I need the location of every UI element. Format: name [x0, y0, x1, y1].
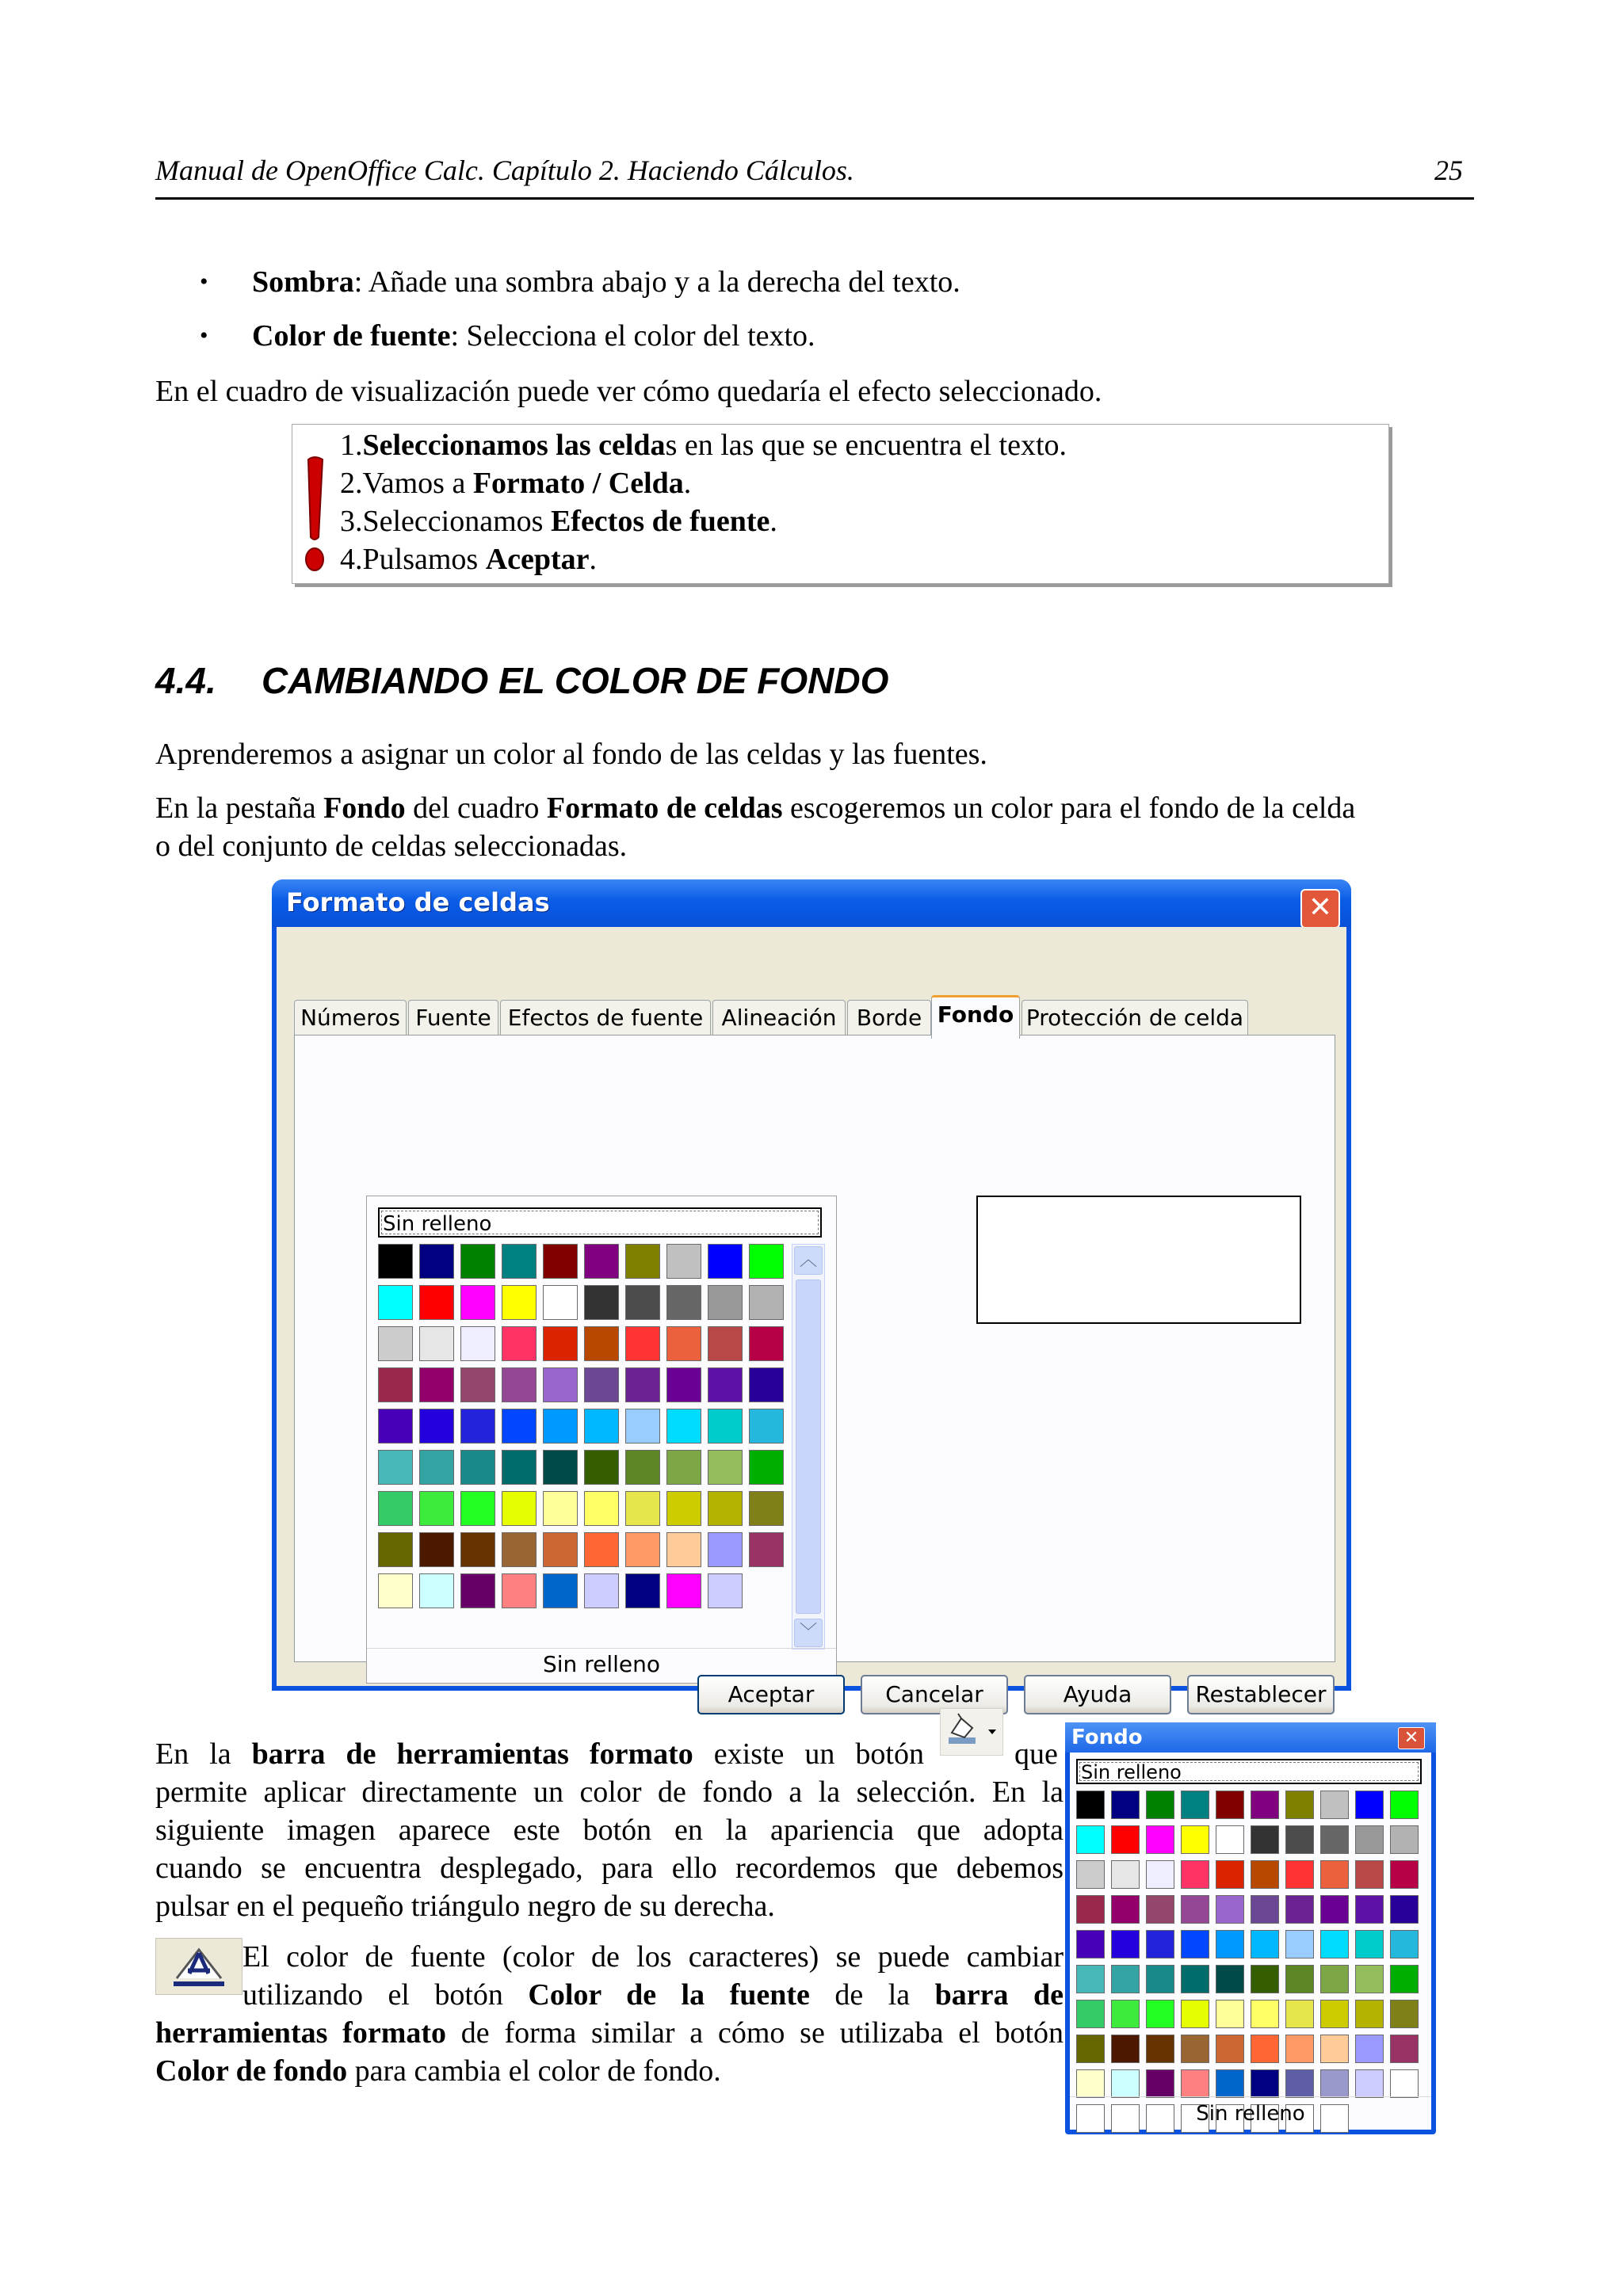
color-swatch[interactable]	[625, 1450, 660, 1485]
popup-titlebar[interactable]	[1065, 1722, 1436, 1753]
color-swatch[interactable]	[1285, 2000, 1314, 2028]
color-swatch[interactable]	[749, 1244, 784, 1279]
color-swatch[interactable]	[460, 1409, 495, 1444]
color-swatch[interactable]	[708, 1285, 743, 1320]
color-swatch[interactable]	[625, 1244, 660, 1279]
color-swatch[interactable]	[1390, 1895, 1419, 1924]
color-swatch[interactable]	[708, 1450, 743, 1485]
color-swatch[interactable]	[1390, 1860, 1419, 1889]
step-text: 4.Pulsamos	[340, 543, 486, 576]
color-swatch[interactable]	[502, 1326, 537, 1361]
color-swatch[interactable]	[502, 1409, 537, 1444]
paragraph: Aprenderemos a asignar un color al fondo de las celdas y las fuentes.	[155, 738, 987, 771]
color-swatch[interactable]	[378, 1409, 413, 1444]
selected-color-label: Sin relleno	[367, 1648, 836, 1680]
color-swatch[interactable]	[749, 1450, 784, 1485]
section-heading	[155, 659, 888, 702]
color-swatch[interactable]	[460, 1285, 495, 1320]
bullet-text: : Selecciona el color del texto.	[450, 319, 815, 353]
background-color-popup	[1065, 1722, 1436, 2134]
color-swatch[interactable]	[1181, 2069, 1209, 2098]
dialog-titlebar[interactable]	[272, 879, 1351, 927]
color-swatch[interactable]	[584, 1450, 619, 1485]
color-swatch[interactable]	[419, 1244, 454, 1279]
color-swatch[interactable]	[708, 1326, 743, 1361]
color-swatch[interactable]	[1146, 1965, 1174, 1993]
color-swatch[interactable]	[1076, 1791, 1105, 1819]
color-swatch[interactable]	[1320, 1825, 1349, 1854]
color-swatch[interactable]	[1320, 1860, 1349, 1889]
tab-proteccion-de-celda[interactable]: Protección de celda	[1022, 1000, 1248, 1035]
step-bold: Efectos de fuente	[550, 505, 770, 538]
color-swatch[interactable]	[1181, 2000, 1209, 2028]
color-swatch[interactable]	[378, 1244, 413, 1279]
color-swatch[interactable]	[1216, 1965, 1244, 1993]
color-swatch[interactable]	[502, 1285, 537, 1320]
paragraph: El color de fuente (color de los caracteres) se puede cambiar utilizando el botón Color de la fuente de la barra de herramientas formato de forma similar a cómo se utilizaba el botón Color de fondo para cambia el color de fondo.	[155, 1940, 1064, 2088]
color-swatch[interactable]	[1285, 1825, 1314, 1854]
color-swatch[interactable]	[1285, 2069, 1314, 2098]
scroll-down-icon[interactable]: ﹀	[794, 1619, 823, 1647]
step-text: .	[769, 505, 777, 538]
color-swatch[interactable]	[749, 1326, 784, 1361]
color-swatch[interactable]	[1076, 2035, 1105, 2063]
intro-line: En el cuadro de visualización puede ver cómo quedaría el efecto seleccionado.	[155, 375, 1102, 408]
color-swatch[interactable]	[460, 1532, 495, 1567]
color-swatch[interactable]	[502, 1573, 537, 1608]
color-swatch[interactable]	[749, 1532, 784, 1567]
color-swatch[interactable]	[460, 1450, 495, 1485]
color-swatch[interactable]	[625, 1573, 660, 1608]
color-swatch[interactable]	[543, 1285, 578, 1320]
color-swatch[interactable]	[502, 1244, 537, 1279]
color-swatch[interactable]	[419, 1491, 454, 1526]
color-swatch[interactable]	[419, 1450, 454, 1485]
color-swatch[interactable]	[1111, 1860, 1140, 1889]
color-swatch[interactable]	[1181, 1965, 1209, 1993]
color-swatch[interactable]	[666, 1244, 701, 1279]
color-swatch[interactable]	[378, 1285, 413, 1320]
dialog-body	[277, 927, 1346, 1707]
tab-panel-fondo	[294, 1035, 1335, 1677]
color-swatch[interactable]	[502, 1532, 537, 1567]
color-swatch[interactable]	[584, 1491, 619, 1526]
bullet-dot: •	[200, 322, 208, 349]
color-swatch[interactable]	[1181, 1791, 1209, 1819]
color-swatch[interactable]	[378, 1326, 413, 1361]
color-swatch[interactable]	[1076, 1825, 1105, 1854]
color-swatch[interactable]	[1216, 1930, 1244, 1958]
step-bold: Aceptar	[485, 543, 590, 576]
step-text: 3.Seleccionamos	[340, 505, 551, 538]
color-swatch[interactable]	[1216, 2035, 1244, 2063]
color-swatch[interactable]	[460, 1326, 495, 1361]
color-swatch[interactable]	[1181, 1860, 1209, 1889]
color-swatch[interactable]	[1390, 1930, 1419, 1958]
color-swatch[interactable]	[708, 1244, 743, 1279]
color-palette	[366, 1196, 837, 1684]
header-rule	[155, 197, 1474, 200]
step-text: .	[683, 467, 692, 500]
color-swatch[interactable]	[666, 1573, 701, 1608]
color-swatch[interactable]	[1111, 1930, 1140, 1958]
bullet-item	[200, 317, 815, 355]
step-text: s en las que se encuentra el texto.	[665, 429, 1067, 462]
color-swatch[interactable]	[1390, 1825, 1419, 1854]
color-swatch[interactable]	[1251, 1930, 1279, 1958]
color-swatch[interactable]	[1111, 1965, 1140, 1993]
tab-numeros[interactable]: Números	[294, 1000, 407, 1035]
tab-fondo[interactable]: Fondo	[931, 995, 1020, 1039]
color-swatch-grid	[378, 1244, 790, 1648]
color-swatch[interactable]	[1146, 1895, 1174, 1924]
color-swatch[interactable]	[1076, 1965, 1105, 1993]
color-swatch[interactable]	[1181, 1825, 1209, 1854]
color-swatch[interactable]	[1111, 2035, 1140, 2063]
color-swatch[interactable]	[1355, 1825, 1384, 1854]
color-swatch[interactable]	[625, 1491, 660, 1526]
exclamation-icon	[304, 455, 326, 574]
section-number: 4.4.	[155, 660, 216, 701]
color-swatch[interactable]	[1216, 2000, 1244, 2028]
color-swatch[interactable]	[1285, 1791, 1314, 1819]
note-step-3	[340, 502, 777, 540]
color-swatch[interactable]	[1076, 1860, 1105, 1889]
color-swatch[interactable]	[1111, 1825, 1140, 1854]
color-swatch[interactable]	[543, 1573, 578, 1608]
popup-body	[1070, 1753, 1431, 2130]
color-swatch[interactable]	[625, 1326, 660, 1361]
color-swatch[interactable]	[1320, 1895, 1349, 1924]
section-title: CAMBIANDO EL COLOR DE FONDO	[262, 660, 889, 701]
color-swatch[interactable]	[419, 1326, 454, 1361]
color-swatch[interactable]	[543, 1450, 578, 1485]
color-swatch[interactable]	[1390, 2000, 1419, 2028]
color-swatch[interactable]	[1076, 2069, 1105, 2098]
help-button[interactable]: Ayuda	[1024, 1675, 1171, 1714]
color-swatch[interactable]	[1285, 1930, 1314, 1958]
palette-scrollbar[interactable]	[792, 1244, 825, 1650]
color-swatch[interactable]	[419, 1285, 454, 1320]
tab-alineacion[interactable]: Alineación	[712, 1000, 846, 1035]
color-swatch[interactable]	[584, 1326, 619, 1361]
color-swatch[interactable]	[378, 1573, 413, 1608]
color-swatch[interactable]	[378, 1532, 413, 1567]
color-swatch[interactable]	[1216, 1825, 1244, 1854]
color-swatch[interactable]	[1320, 2035, 1349, 2063]
color-swatch[interactable]	[460, 1244, 495, 1279]
color-swatch[interactable]	[1146, 2000, 1174, 2028]
color-swatch[interactable]	[502, 1491, 537, 1526]
color-swatch[interactable]	[1355, 1791, 1384, 1819]
color-swatch[interactable]	[1320, 2069, 1349, 2098]
color-swatch[interactable]	[1390, 1791, 1419, 1819]
note-step-4	[340, 540, 597, 578]
paragraph: En la pestaña Fondo del cuadro Formato de celdas escogeremos un color para el fondo de la celda o del conjunto de celdas seleccionadas.	[155, 791, 1356, 863]
color-swatch[interactable]	[584, 1532, 619, 1567]
color-swatch[interactable]	[625, 1285, 660, 1320]
color-swatch[interactable]	[1146, 1825, 1174, 1854]
popup-title: Fondo	[1071, 1726, 1143, 1749]
color-swatch[interactable]	[419, 1573, 454, 1608]
color-swatch[interactable]	[749, 1367, 784, 1402]
color-swatch[interactable]	[584, 1244, 619, 1279]
close-icon[interactable]: ✕	[1398, 1727, 1425, 1749]
no-fill-option[interactable]: Sin relleno	[1076, 1759, 1422, 1784]
format-cells-dialog	[272, 879, 1351, 1707]
color-swatch[interactable]	[1251, 1825, 1279, 1854]
color-swatch[interactable]	[625, 1532, 660, 1567]
color-swatch[interactable]	[749, 1491, 784, 1526]
header-title: Manual de OpenOffice Calc. Capítulo 2. Haciendo Cálculos.	[155, 154, 854, 186]
color-swatch[interactable]	[1251, 2000, 1279, 2028]
color-swatch[interactable]	[1076, 1930, 1105, 1958]
color-swatch[interactable]	[543, 1532, 578, 1567]
bullet-term: Color de fuente	[252, 319, 451, 353]
color-swatch[interactable]	[1076, 1895, 1105, 1924]
color-swatch[interactable]	[460, 1367, 495, 1402]
step-bold: Formato / Celda	[472, 467, 684, 500]
color-swatch[interactable]	[1251, 2069, 1279, 2098]
step-text: .	[589, 543, 598, 576]
color-swatch[interactable]	[1111, 1895, 1140, 1924]
dialog-title: Formato de celdas	[286, 887, 550, 917]
color-swatch[interactable]	[1355, 2000, 1384, 2028]
color-swatch[interactable]	[1251, 1860, 1279, 1889]
color-swatch-grid	[1076, 1791, 1425, 2092]
color-swatch[interactable]	[666, 1285, 701, 1320]
color-swatch[interactable]	[1146, 1791, 1174, 1819]
color-swatch[interactable]	[584, 1573, 619, 1608]
color-swatch[interactable]	[666, 1450, 701, 1485]
color-swatch[interactable]	[543, 1367, 578, 1402]
note-step-2	[340, 464, 691, 502]
color-swatch[interactable]	[1181, 1895, 1209, 1924]
note-box	[292, 424, 1389, 584]
bullet-term: Sombra	[252, 265, 354, 299]
color-swatch[interactable]	[708, 1491, 743, 1526]
color-swatch[interactable]	[1146, 2035, 1174, 2063]
color-swatch[interactable]	[708, 1573, 743, 1608]
color-swatch[interactable]	[1251, 1965, 1279, 1993]
color-swatch[interactable]	[1216, 1791, 1244, 1819]
color-swatch[interactable]	[543, 1409, 578, 1444]
color-swatch[interactable]	[378, 1450, 413, 1485]
bullet-dot: •	[200, 269, 208, 295]
color-swatch[interactable]	[543, 1326, 578, 1361]
reset-button[interactable]: Restablecer	[1187, 1675, 1335, 1714]
color-swatch[interactable]	[1320, 1930, 1349, 1958]
color-swatch[interactable]	[1285, 1895, 1314, 1924]
color-swatch[interactable]	[708, 1532, 743, 1567]
color-swatch[interactable]	[708, 1367, 743, 1402]
color-swatch[interactable]	[584, 1285, 619, 1320]
preview-box	[976, 1196, 1301, 1324]
step-bold: Seleccionamos las celda	[362, 429, 666, 462]
color-swatch[interactable]	[1390, 2035, 1419, 2063]
color-swatch[interactable]	[378, 1491, 413, 1526]
color-swatch[interactable]	[1111, 2069, 1140, 2098]
color-swatch[interactable]	[1320, 2000, 1349, 2028]
color-swatch[interactable]	[1355, 1895, 1384, 1924]
color-swatch[interactable]	[419, 1367, 454, 1402]
color-swatch[interactable]	[460, 1573, 495, 1608]
step-number: 1.	[340, 429, 363, 462]
scroll-up-icon[interactable]: ︿	[794, 1246, 823, 1275]
color-swatch[interactable]	[708, 1409, 743, 1444]
color-swatch[interactable]	[502, 1450, 537, 1485]
color-swatch[interactable]	[1390, 2069, 1419, 2098]
tab-fuente[interactable]: Fuente	[408, 1000, 498, 1035]
color-swatch[interactable]	[666, 1409, 701, 1444]
color-swatch[interactable]	[1251, 2035, 1279, 2063]
color-swatch[interactable]	[666, 1491, 701, 1526]
color-swatch[interactable]	[1355, 1930, 1384, 1958]
cancel-button[interactable]: Cancelar	[861, 1675, 1008, 1714]
color-swatch[interactable]	[584, 1409, 619, 1444]
color-swatch[interactable]	[584, 1367, 619, 1402]
step-text: 2.Vamos a	[340, 467, 473, 500]
color-swatch[interactable]	[666, 1367, 701, 1402]
color-swatch[interactable]	[1355, 2035, 1384, 2063]
color-swatch[interactable]	[1320, 1791, 1349, 1819]
bullet-text: : Añade una sombra abajo y a la derecha del texto.	[353, 265, 960, 299]
color-swatch[interactable]	[460, 1491, 495, 1526]
note-step-1	[340, 426, 1067, 464]
paragraph: En la barra de herramientas formato existe un botón que permite aplicar directamente un color de fondo a la selección. En la siguiente imagen aparece este botón en la apariencia que adopta cuando se encuentra desplegado, para ello recordemos que debemos pulsar en el pequeño triángulo negro de su derecha.	[155, 1737, 1064, 1923]
color-swatch[interactable]	[1355, 2069, 1384, 2098]
color-swatch[interactable]	[1146, 1860, 1174, 1889]
no-fill-option[interactable]: Sin relleno	[378, 1207, 822, 1238]
color-swatch[interactable]	[1076, 2000, 1105, 2028]
color-swatch[interactable]	[1285, 2035, 1314, 2063]
color-swatch[interactable]	[502, 1367, 537, 1402]
color-swatch[interactable]	[1355, 1860, 1384, 1889]
color-swatch[interactable]	[1320, 1965, 1349, 1993]
color-swatch[interactable]	[1111, 1791, 1140, 1819]
color-swatch[interactable]	[1146, 2069, 1174, 2098]
color-swatch[interactable]	[1355, 1965, 1384, 1993]
color-swatch[interactable]	[625, 1367, 660, 1402]
color-swatch[interactable]	[543, 1244, 578, 1279]
color-swatch[interactable]	[666, 1532, 701, 1567]
color-swatch[interactable]	[666, 1326, 701, 1361]
color-swatch[interactable]	[543, 1491, 578, 1526]
color-swatch[interactable]	[419, 1532, 454, 1567]
ok-button[interactable]: Aceptar	[697, 1675, 845, 1714]
color-swatch[interactable]	[749, 1285, 784, 1320]
page-number: 25	[1434, 154, 1463, 186]
tab-efectos-de-fuente[interactable]: Efectos de fuente	[500, 1000, 711, 1035]
bullet-item	[200, 263, 960, 301]
color-swatch[interactable]	[1111, 2000, 1140, 2028]
color-swatch[interactable]	[1216, 2069, 1244, 2098]
color-swatch[interactable]	[419, 1409, 454, 1444]
color-swatch[interactable]	[378, 1367, 413, 1402]
color-swatch[interactable]	[1390, 1965, 1419, 1993]
color-swatch[interactable]	[749, 1409, 784, 1444]
color-swatch[interactable]	[1216, 1860, 1244, 1889]
color-swatch[interactable]	[1251, 1791, 1279, 1819]
color-swatch[interactable]	[1216, 1895, 1244, 1924]
selected-color-label: Sin relleno	[1070, 2096, 1431, 2130]
color-swatch[interactable]	[1181, 2035, 1209, 2063]
color-swatch[interactable]	[1285, 1860, 1314, 1889]
color-swatch[interactable]	[1285, 1965, 1314, 1993]
close-icon[interactable]: ✕	[1300, 889, 1340, 929]
scrollbar-thumb[interactable]	[796, 1280, 821, 1614]
tab-borde[interactable]: Borde	[847, 1000, 931, 1035]
color-swatch[interactable]	[1146, 1930, 1174, 1958]
color-swatch[interactable]	[1181, 1930, 1209, 1958]
color-swatch[interactable]	[625, 1409, 660, 1444]
color-swatch[interactable]	[1251, 1895, 1279, 1924]
